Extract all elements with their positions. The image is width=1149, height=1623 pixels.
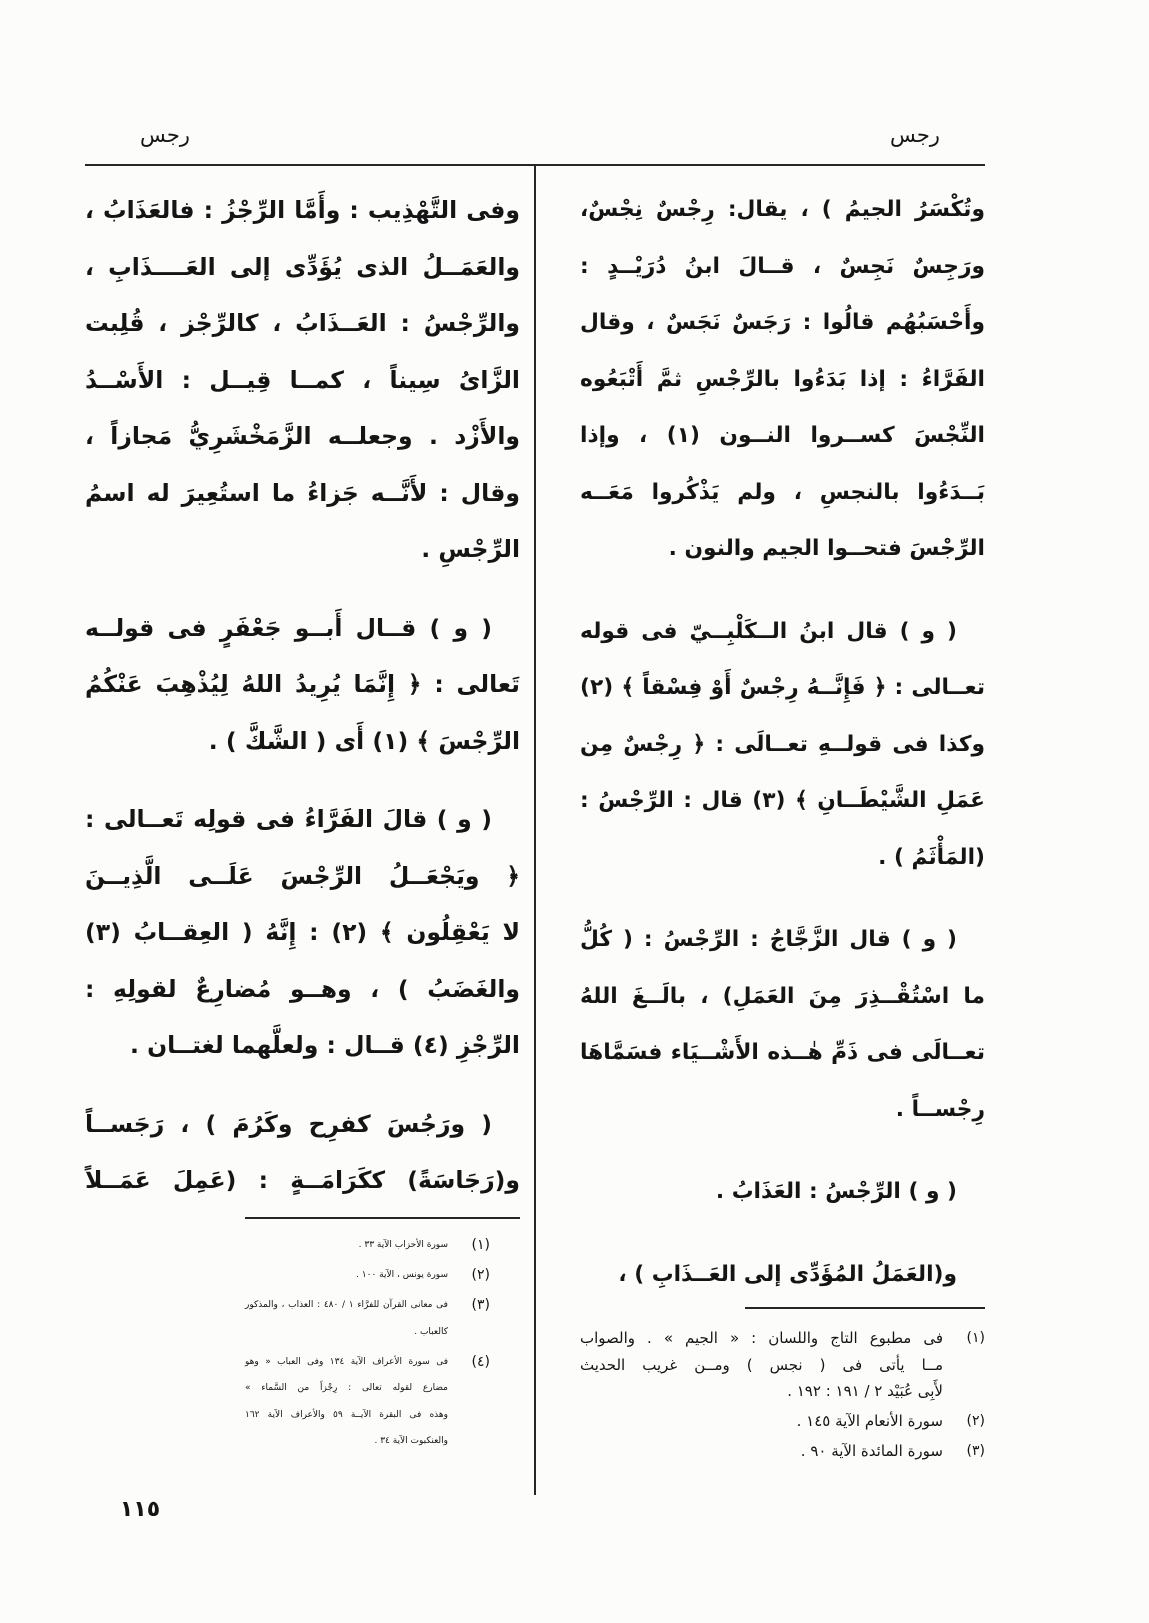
footnote-line [245, 1428, 490, 1455]
text-line: ورَجِسٌ نَجِسٌ ، قــالَ ابنُ دُرَيْــدٍ : [580, 253, 985, 279]
footnote-text: سورة الأحزاب الآية ٣٣ . [358, 1240, 448, 1250]
text-line: ﴿ ويَجْعَــلُ الرِّجْسَ عَلَــى الَّذِيــنَ [85, 861, 520, 890]
footnote-line [245, 1262, 490, 1289]
footnote-number [448, 1402, 490, 1429]
text-line: ( و ) قال ابنُ الــكَلْبِــيّ فى قوله [580, 618, 957, 644]
footnote-number [448, 1428, 490, 1455]
text-line: ( ورَجُسَ كفرِح وكَرُمَ ) ، رَجَســاً [85, 1109, 492, 1138]
footnote-number [448, 1375, 490, 1402]
text-line: النِّجْسَ كســروا النــون (١) ، وإذا [580, 423, 985, 448]
footnote [580, 1325, 985, 1405]
left-footnotes [245, 1232, 490, 1455]
footnote [245, 1292, 490, 1345]
footnote-number: (٣) [471, 1297, 490, 1313]
text-line: ( و ) قــال أَبــو جَعْفَرٍ فى قولــه [85, 613, 492, 642]
footnote-number: (١) [471, 1237, 490, 1253]
footnote-number: (٤) [471, 1353, 490, 1370]
footnote-number: (٢) [966, 1413, 985, 1429]
footnote-line [245, 1292, 490, 1319]
page-number: ١١٥ [119, 1497, 161, 1522]
text-line: وكذا فى قولــهِ تعــالَى : ﴿ رِجْسٌ مِن [580, 731, 985, 757]
footnote-text: مــا يأتى فى ( نجس ) ومــن غريب الحديث [580, 1355, 943, 1374]
footnote-text: سورة الأنعام الآية ١٤٥ . [796, 1412, 943, 1430]
text-line: تعــالَى فى ذَمِّ هٰــذه الأَشْــيَاء فسَمَّاهَا [580, 1040, 985, 1065]
text-line: تَعالى : ﴿ إِنَّمَا يُرِيدُ اللهُ لِيُذْهِبَ عَنْكُمُ [85, 670, 520, 698]
text-line: عَمَلِ الشَّيْطَــانِ ﴾ (٣) قال : الرِّجْسُ : [580, 788, 985, 813]
footnote-text: فى سورة الأعراف الآية ١٣٤ وفى العباب « وهو [245, 1356, 449, 1367]
footnote-line [245, 1232, 490, 1259]
footnote-text: كالعباب . [414, 1326, 448, 1337]
footnote-rule [245, 1217, 520, 1219]
footnote-line [245, 1349, 490, 1376]
text-line: و(رَجَاسَةً) ككَرَامَــةٍ : (عَمِلَ عَمَــلاً [85, 1166, 520, 1194]
footnote-text: لأَبِى عُبَيْد ٢ / ١٩١ : ١٩٢ . [787, 1382, 943, 1400]
footnote [245, 1232, 490, 1259]
paragraph [85, 791, 520, 1074]
footnote-rule [745, 1307, 985, 1309]
footnote-number [448, 1319, 490, 1346]
footnote-text: فى مطبوع التاج واللسان : « الجيم » . والصواب [580, 1329, 943, 1347]
footnote-line [580, 1378, 985, 1405]
paragraph [85, 182, 520, 578]
paragraph [580, 1164, 985, 1221]
text-line: بَــدَءُوا بالنجسِ ، ولم يَذْكُروا مَعَــه [580, 479, 985, 505]
footnote-text: مضارع لقوله تعالى : رِجْزاً من السَّماء » [245, 1383, 448, 1393]
text-line: وتُكْسَرُ الجيمُ ) ، يقال: رِجْسٌ نِجْسٌ، [580, 197, 985, 222]
text-line: والعَمَــلُ الذى يُؤَدِّى إلى العَــــذَابِ ، [85, 252, 520, 281]
footnote-text: والعنكبوت الآية ٣٤ . [374, 1436, 448, 1446]
text-line: و(العَمَلُ المُؤَدِّى إلى العَــذَابِ ) ، [618, 1261, 957, 1287]
footnote-line [245, 1375, 490, 1402]
footnote-number [943, 1378, 985, 1405]
footnote [245, 1349, 490, 1455]
paragraph [580, 912, 985, 1138]
text-line: لا يَعْقِلُون ﴾ (٢) : إِنَّهُ ( العِقــابُ (٣) [85, 918, 520, 946]
text-line: الفَرَّاءُ : إذا بَدَءُوا بالرِّجْسِ ثمَّ أَتْبَعُوه [580, 366, 985, 392]
paragraph [580, 1247, 985, 1304]
text-line: وقال : لأَنَّــه جَزاءُ ما استُعِيرَ له اسمُ [85, 478, 520, 507]
text-line: (المَأْثَمُ ) . [878, 844, 985, 870]
footnote-number: (٢) [471, 1267, 490, 1283]
text-line: والرِّجْسُ : العَــذَابُ ، كالرِّجْز ، قُلِبت [85, 309, 520, 337]
text-line: الرِّجْزِ (٤) قــال : ولعلَّهما لغتــان . [130, 1031, 520, 1059]
text-line: الرِّجْسَ فتحــوا الجيم والنون . [668, 536, 985, 561]
right-footnotes [580, 1325, 985, 1465]
footnote [580, 1408, 985, 1435]
footnote-text: فى معانى القرآن للفرَّاء ١ / ٤٨٠ : العذاب ، والمذكور [245, 1300, 448, 1310]
text-line: وأَحْسَبُهُم قالُوا : رَجَسٌ نَجَسٌ ، وقال [580, 310, 985, 335]
footnote-line [580, 1352, 985, 1379]
footnote-line [245, 1319, 490, 1346]
text-line: الرِّجْسَ ﴾ (١) أَى ( الشَّكَّ ) . [208, 726, 520, 755]
paragraph [580, 182, 985, 578]
footnote-number: (١) [966, 1330, 985, 1346]
footnote-text: سورة المائدة الآية ٩٠ . [800, 1442, 943, 1460]
text-line: ما اسْتُقْــذِرَ مِنَ العَمَلِ) ، بالَــغَ اللهُ [580, 983, 985, 1009]
text-line: ( و ) قال الزَّجَّاجُ : الرِّجْسُ : ( كُلُّ [580, 927, 957, 952]
footnote-number: (٣) [966, 1443, 985, 1459]
text-line: والغَضَبُ ) ، وهــو مُضارِعٌ لقولِهِ : [85, 974, 520, 1003]
text-line: الرِّجْسِ . [421, 535, 520, 563]
footnote-line [580, 1325, 985, 1352]
text-line: ( و ) قالَ الفَرَّاءُ فى قولِه تَعــالى : [85, 805, 492, 833]
text-line: رِجْســاً . [895, 1096, 985, 1122]
running-head-left: رجس [140, 123, 190, 147]
column-divider [534, 165, 536, 1495]
footnote-line [245, 1402, 490, 1429]
text-line: والأَزْد . وجعلــه الزَّمَخْشَرِيُّ مَجازاً ، [85, 422, 520, 450]
footnote-number [943, 1352, 985, 1379]
footnote-line [580, 1408, 985, 1435]
paragraph [85, 1096, 520, 1209]
footnote [245, 1262, 490, 1289]
footnote [580, 1438, 985, 1465]
text-line: ( و ) الرِّجْسُ : العَذَابُ . [715, 1179, 957, 1204]
footnote-text: وهذه فى البقرة الآيــة ٥٩ والأعراف الآية ١٦٢ [245, 1409, 448, 1420]
paragraph [580, 604, 985, 887]
footnote-line [580, 1438, 985, 1465]
right-column [580, 182, 985, 1303]
paragraph [85, 600, 520, 770]
text-line: وفى التَّهْذِيب : وأَمَّا الرِّجْزُ : فالعَذَابُ ، [85, 196, 520, 224]
footnote-text: سورة يونس ، الآية ١٠٠ . [356, 1270, 448, 1280]
running-head-right: رجس [890, 123, 940, 147]
text-line: الزَّاىُ سِيناً ، كمــا قِيــل : الأَسْــدُ [85, 365, 520, 394]
text-line: تعــالى : ﴿ فَإِنَّــهُ رِجْسٌ أَوْ فِسْقاً ﴾ (٢) [580, 675, 985, 700]
left-column [85, 182, 520, 1209]
